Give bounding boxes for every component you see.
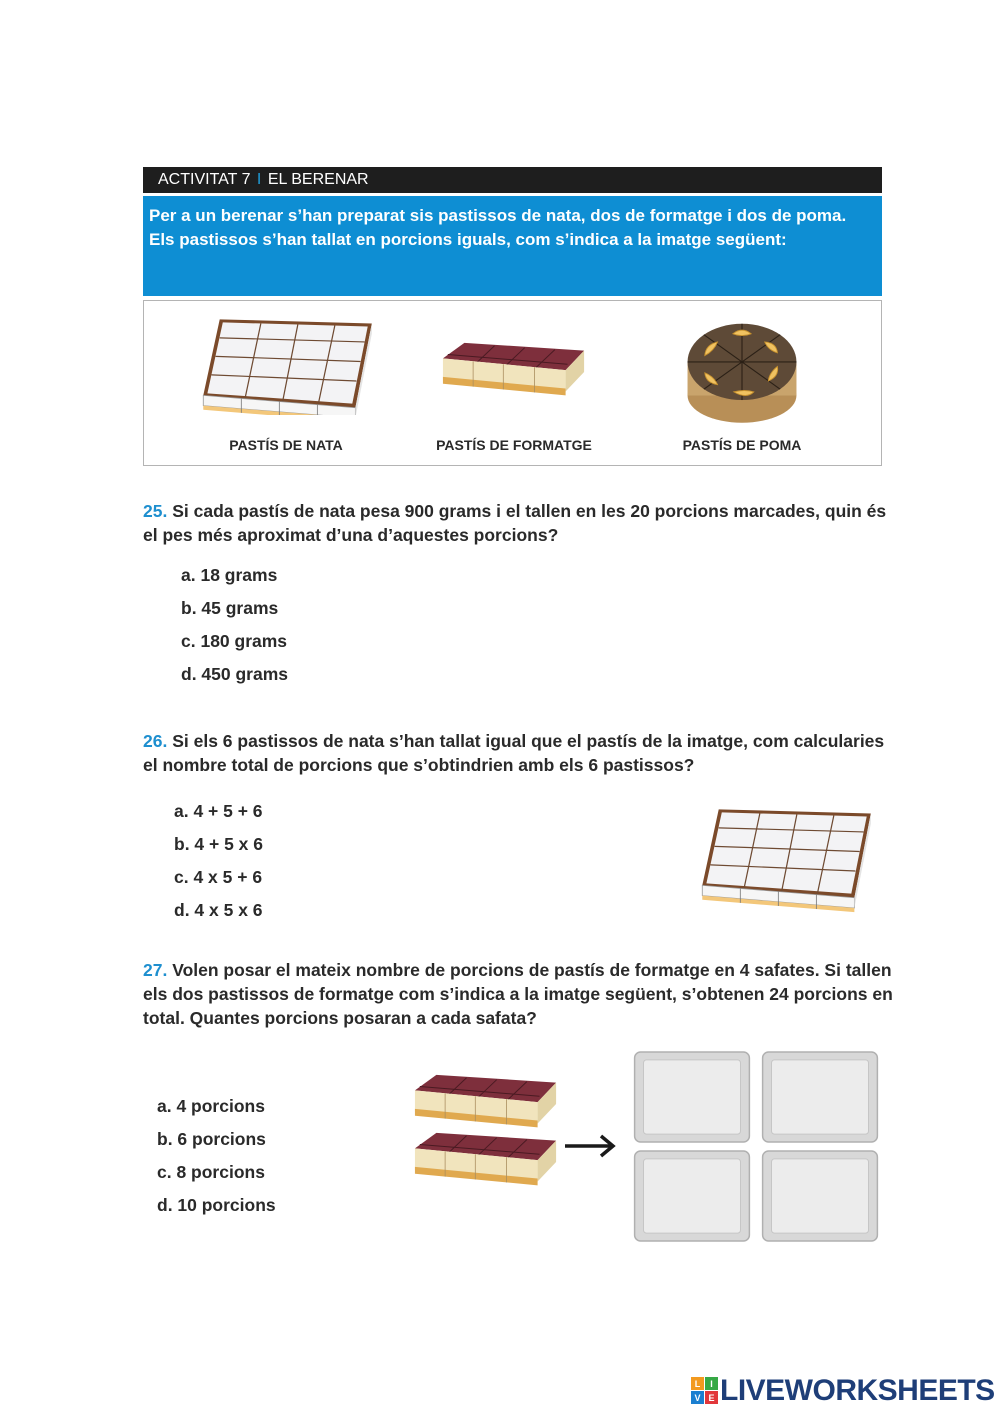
arrow-right-icon bbox=[563, 1132, 617, 1160]
logo-letter: L bbox=[694, 1379, 701, 1389]
question-text: Si cada pastís de nata pesa 900 grams i el tallen en les 20 porcions marcades, quin és el pes més aproximat d’una d’aquestes porcions? bbox=[143, 501, 887, 545]
activity-number: ACTIVITAT 7 bbox=[158, 171, 251, 188]
q27-option-d[interactable]: d. 10 porcions bbox=[157, 1195, 276, 1215]
header-separator: I bbox=[256, 171, 262, 188]
q25-option-b[interactable]: b. 45 grams bbox=[181, 598, 279, 618]
question-text: Volen posar el mateix nombre de porcions de pastís de formatge en 4 safates. Si tallen els dos pastissos de formatge com s’indica a la imatge següent, s’obtenen 24 porcions en total. Quantes porcions posaran a cada safata? bbox=[143, 960, 893, 1028]
q25-option-d[interactable]: d. 450 grams bbox=[181, 664, 288, 684]
q25-option-c[interactable]: c. 180 grams bbox=[181, 631, 288, 651]
question-number: 26. bbox=[143, 731, 168, 751]
q27-option-a[interactable]: a. 4 porcions bbox=[157, 1096, 265, 1116]
logo-letter: V bbox=[694, 1393, 701, 1403]
apple-cake-label: PASTÍS DE POMA bbox=[682, 437, 802, 453]
tray-bottom-left-image bbox=[631, 1149, 753, 1243]
liveworksheets-wordmark: LIVEWORKSHEETS bbox=[720, 1374, 995, 1407]
q25-options bbox=[181, 559, 288, 691]
logo-letter: I bbox=[710, 1379, 713, 1389]
q26-option-a[interactable]: a. 4 + 5 + 6 bbox=[174, 801, 263, 821]
liveworksheets-logo-icon bbox=[690, 1376, 720, 1406]
apple-cake-image bbox=[678, 312, 806, 430]
cheese-cake-label: PASTÍS DE FORMATGE bbox=[436, 437, 592, 453]
cheese-cake-image-bottom bbox=[413, 1130, 559, 1195]
liveworksheets-brand[interactable] bbox=[690, 1374, 995, 1408]
question-number: 27. bbox=[143, 960, 168, 980]
cheese-cake-image bbox=[441, 340, 587, 405]
q27-options bbox=[157, 1090, 276, 1222]
cheese-cake-image-top bbox=[413, 1072, 559, 1137]
tray-bottom-right-image bbox=[759, 1149, 881, 1243]
cream-cake-label: PASTÍS DE NATA bbox=[229, 437, 343, 453]
tray-top-left-image bbox=[631, 1050, 753, 1144]
logo-letter: E bbox=[708, 1393, 715, 1403]
intro-line-2: Els pastissos s’han tallat en porcions iguals, com s’indica a la imatge següent: bbox=[149, 230, 787, 249]
cream-cake-image bbox=[193, 310, 378, 415]
q26-option-c[interactable]: c. 4 x 5 + 6 bbox=[174, 867, 263, 887]
q27-option-b[interactable]: b. 6 porcions bbox=[157, 1129, 266, 1149]
question-25 bbox=[143, 499, 888, 547]
tray-top-right-image bbox=[759, 1050, 881, 1144]
q26-option-d[interactable]: d. 4 x 5 x 6 bbox=[174, 900, 263, 920]
question-number: 25. bbox=[143, 501, 168, 521]
question-26 bbox=[143, 729, 888, 777]
cream-cake-image-q26 bbox=[692, 790, 877, 915]
q27-option-c[interactable]: c. 8 porcions bbox=[157, 1162, 265, 1182]
question-text: Si els 6 pastissos de nata s’han tallat igual que el pastís de la imatge, com calcularies el nombre total de porcions que s’obtindrien amb els 6 pastissos? bbox=[143, 731, 885, 775]
q25-option-a[interactable]: a. 18 grams bbox=[181, 565, 278, 585]
intro-box bbox=[143, 196, 882, 296]
activity-title: EL BERENAR bbox=[267, 171, 369, 188]
intro-line-1: Per a un berenar s’han preparat sis pastissos de nata, dos de formatge i dos de poma. bbox=[149, 206, 847, 225]
q26-options bbox=[174, 795, 263, 927]
question-27 bbox=[143, 958, 903, 1030]
q26-option-b[interactable]: b. 4 + 5 x 6 bbox=[174, 834, 264, 854]
activity-header bbox=[143, 167, 882, 193]
